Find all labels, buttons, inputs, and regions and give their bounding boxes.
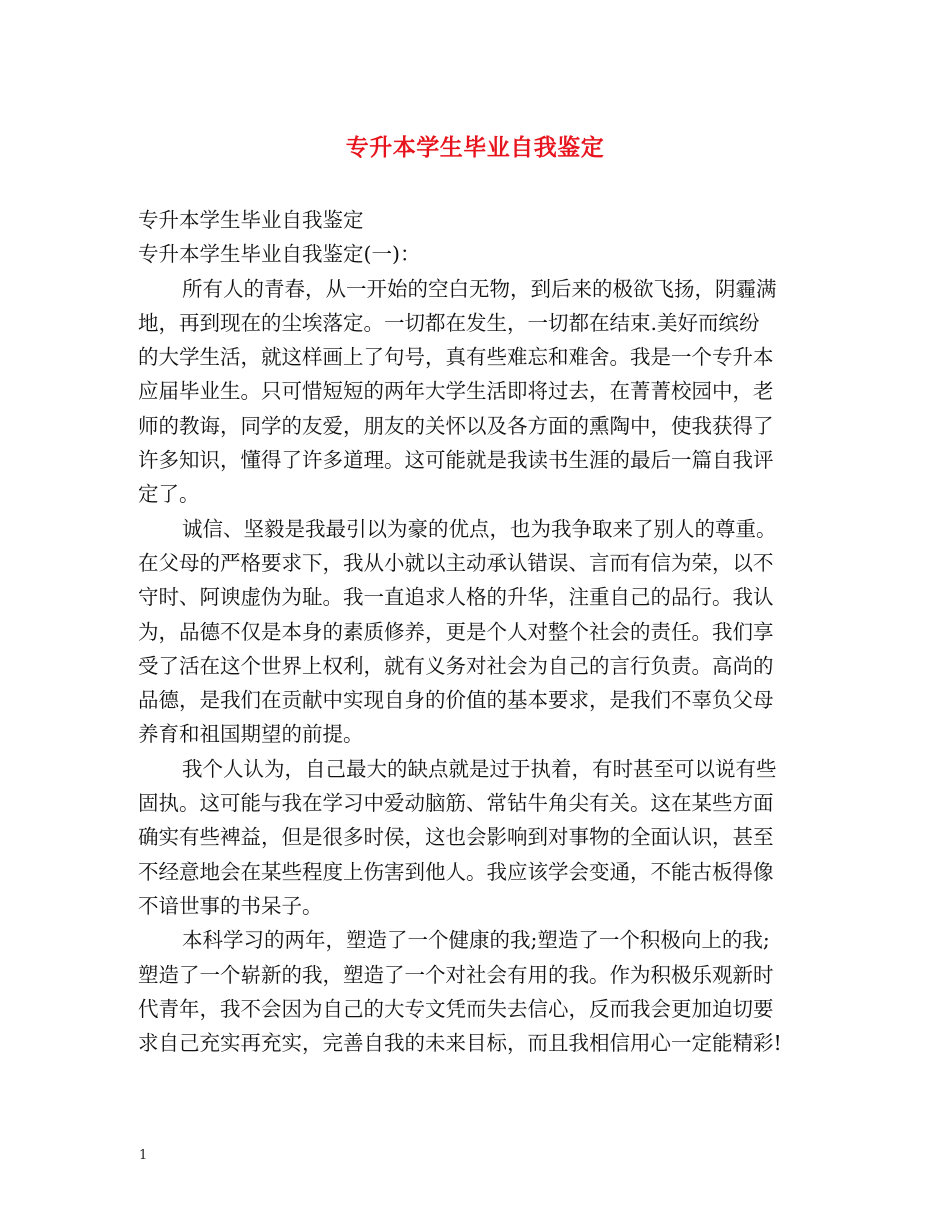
text-line: 确实有些裨益，但是很多时侯，这也会影响到对事物的全面认识，甚至 xyxy=(138,825,774,850)
document-title: 专升本学生毕业自我鉴定 xyxy=(345,134,605,161)
text-line: 许多知识，懂得了许多道理。这可能就是我读书生涯的最后一篇自我评 xyxy=(138,448,774,473)
text-line: 师的教诲，同学的友爱，朋友的关怀以及各方面的熏陶中，使我获得了 xyxy=(138,413,774,438)
text-line: 为，品德不仅是本身的素质修养，更是个人对整个社会的责任。我们享 xyxy=(138,619,774,644)
page-number: 1 xyxy=(139,1148,148,1163)
text-line: 品德，是我们在贡献中实现自身的价值的基本要求，是我们不辜负父母 xyxy=(138,688,774,713)
text-line: 受了活在这个世界上权利，就有义务对社会为自己的言行负责。高尚的 xyxy=(138,653,774,678)
text-line: 塑造了一个崭新的我，塑造了一个对社会有用的我。作为积极乐观新时 xyxy=(138,962,774,987)
text-line: 专升本学生毕业自我鉴定(一)： xyxy=(138,242,421,267)
text-line: 代青年，我不会因为自己的大专文凭而失去信心，反而我会更加迫切要 xyxy=(138,996,774,1021)
text-line: 我个人认为，自己最大的缺点就是过于执着，有时甚至可以说有些 xyxy=(182,756,777,781)
text-line: 固执。这可能与我在学习中爱动脑筋、常钻牛角尖有关。这在某些方面 xyxy=(138,791,774,816)
text-line: 不经意地会在某些程度上伤害到他人。我应该学会变通，不能古板得像 xyxy=(138,859,774,884)
text-line: 所有人的青春，从一开始的空白无物，到后来的极欲飞扬，阴霾满 xyxy=(182,276,777,301)
text-line: 求自己充实再充实，完善自我的未来目标，而且我相信用心一定能精彩! xyxy=(138,1031,782,1056)
text-line: 不谙世事的书呆子。 xyxy=(138,893,323,918)
text-line: 地，再到现在的尘埃落定。一切都在发生，一切都在结束.美好而缤纷 xyxy=(138,310,760,335)
text-line: 定了。 xyxy=(138,482,200,507)
text-line: 在父母的严格要求下，我从小就以主动承认错误、言而有信为荣，以不 xyxy=(138,550,774,575)
text-line: 专升本学生毕业自我鉴定 xyxy=(138,208,364,232)
text-line: 本科学习的两年，塑造了一个健康的我;塑造了一个积极向上的我; xyxy=(182,928,770,953)
text-line: 应届毕业生。只可惜短短的两年大学生活即将过去，在菁菁校园中，老 xyxy=(138,379,774,404)
text-line: 守时、阿谀虚伪为耻。我一直追求人格的升华，注重自己的品行。我认 xyxy=(138,585,774,610)
document-body xyxy=(138,203,818,1060)
text-line: 的大学生活，就这样画上了句号，真有些难忘和难舍。我是一个专升本 xyxy=(138,345,774,370)
text-line: 养育和祖国期望的前提。 xyxy=(138,722,364,747)
text-line: 诚信、坚毅是我最引以为豪的优点，也为我争取来了别人的尊重。 xyxy=(182,516,777,541)
